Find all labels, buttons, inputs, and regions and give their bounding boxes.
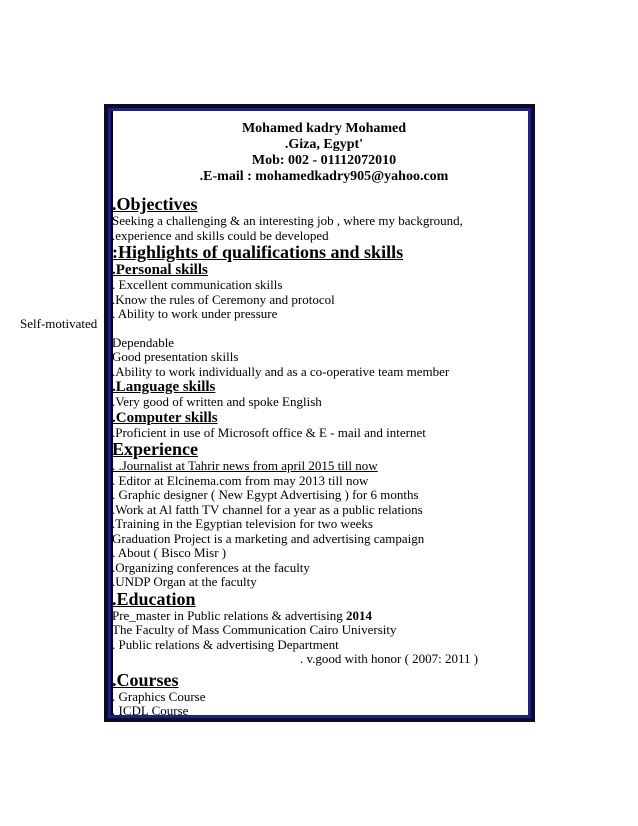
experience-item: Graduation Project is a marketing and advertising campaign xyxy=(112,530,425,546)
course-item: . Graphics Course xyxy=(112,688,206,704)
degree-text: Pre_master in Public relations & advertising xyxy=(112,607,346,623)
language-skill-item: .Very good of written and spoke English xyxy=(112,394,322,409)
experience-item: .Work at Al fatth TV channel for a year as a public relations xyxy=(112,501,423,517)
address: .Giza, Egypt' xyxy=(284,137,364,152)
course-item: . ICDL Course xyxy=(112,703,189,718)
experience-heading: Experience xyxy=(112,439,198,459)
education-grade: . v.good with honor ( 2007: 2011 ) xyxy=(300,651,479,666)
experience-item: .Training in the Egyptian television for two weeks xyxy=(112,516,373,531)
self-motivated-text: Self-motivated xyxy=(20,316,98,331)
computer-skill-item: .Proficient in use of Microsoft office & E - mail and internet xyxy=(112,424,426,440)
personal-skill-item: . Ability to work under pressure xyxy=(112,306,278,321)
personal-skill-item: Good presentation skills xyxy=(112,349,239,364)
experience-item: . About ( Bisco Misr ) xyxy=(112,545,227,560)
experience-item: .UNDP Organ at the faculty xyxy=(112,574,257,589)
contact-header xyxy=(112,121,522,185)
personal-skill-item: . Excellent communication skills xyxy=(112,277,283,292)
personal-skills-heading: .Personal skills xyxy=(112,262,208,278)
email-address: .E-mail : mohamedkadry905@yahoo.com xyxy=(199,169,449,184)
education-heading: .Education xyxy=(112,588,196,609)
degree-year: 2014 xyxy=(345,607,372,623)
education-degree xyxy=(112,609,522,624)
experience-item: .Organizing conferences at the faculty xyxy=(112,559,310,575)
objectives-line: .experience and skills could be developed xyxy=(112,227,329,243)
experience-item: . Editor at Elcinema.com from may 2013 till now xyxy=(112,472,369,488)
language-skills-heading: .Language skills xyxy=(112,379,216,395)
education-item: . Public relations & advertising Department xyxy=(112,636,339,652)
courses-heading: .Courses xyxy=(112,669,179,690)
objectives-line: Seeking a challenging & an interesting job , where my background, xyxy=(112,213,463,228)
personal-skill-item: .Ability to work individually and as a co-operative team member xyxy=(112,363,450,379)
mobile-number: Mob: 002 - 01112072010 xyxy=(251,153,397,168)
personal-skill-item: Dependable xyxy=(112,334,175,350)
highlights-heading: :Highlights of qualifications and skills xyxy=(112,242,404,262)
experience-item: . .Journalist at Tahrir news from april 2015 till now xyxy=(112,458,378,473)
education-item: The Faculty of Mass Communication Cairo University xyxy=(112,622,397,637)
computer-skills-heading: .Computer skills xyxy=(112,409,218,426)
experience-item: . Graphic designer ( New Egypt Advertising ) for 6 months xyxy=(112,487,419,502)
resume-content xyxy=(112,121,522,719)
personal-skill-item: .Know the rules of Ceremony and protocol xyxy=(112,291,335,307)
full-name: Mohamed kadry Mohamed xyxy=(241,121,407,136)
objectives-heading: .Objectives xyxy=(112,194,198,214)
